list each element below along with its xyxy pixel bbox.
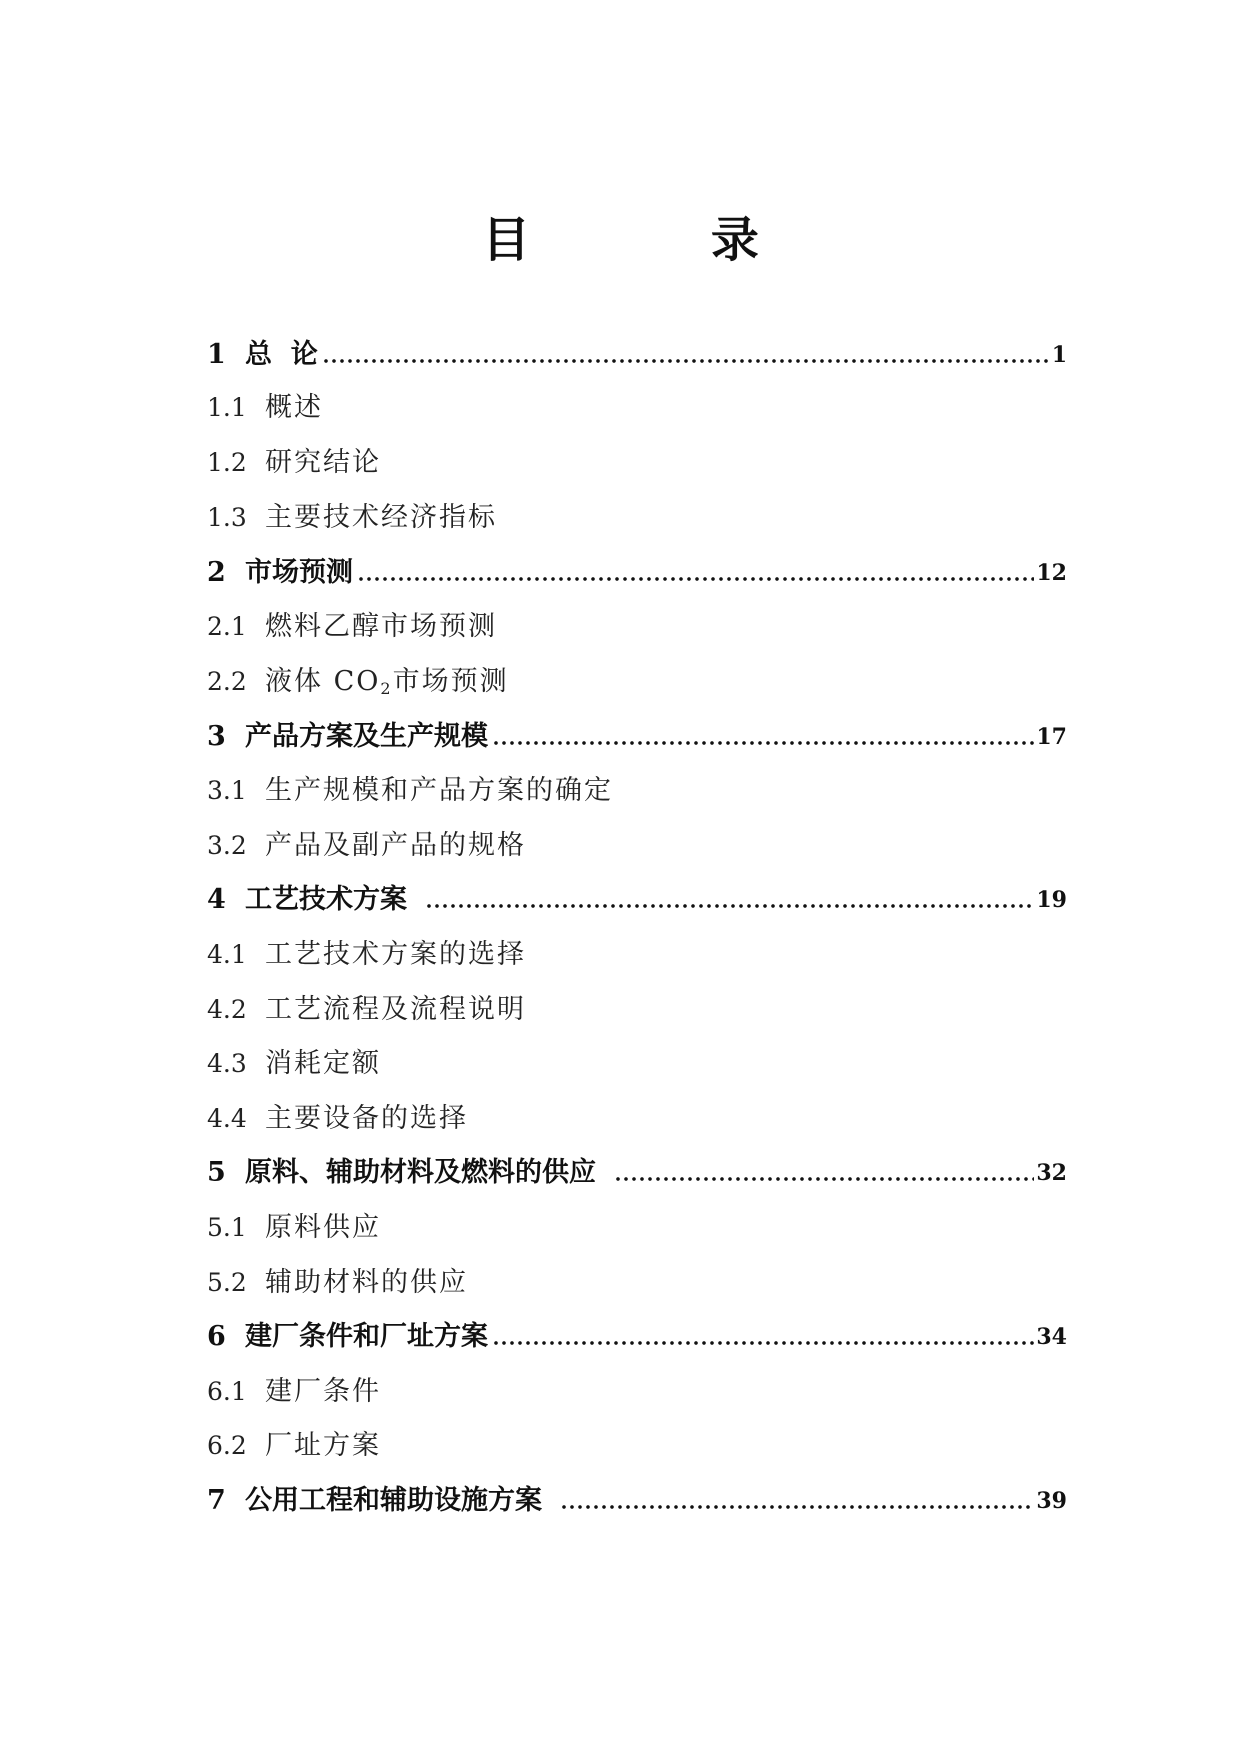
section-title: 消耗定额 — [265, 1048, 381, 1079]
dot-leader — [322, 335, 1050, 375]
toc-chapter-5[interactable] — [207, 1153, 1067, 1193]
section-title: 辅助材料的供应 — [265, 1267, 468, 1298]
section-number: 4.2 — [207, 995, 247, 1024]
section-number: 3.1 — [207, 776, 247, 805]
toc-chapter-4[interactable] — [207, 880, 1067, 920]
section-number: 4.4 — [207, 1104, 247, 1133]
section-number: 4.3 — [207, 1049, 247, 1078]
page-number: 17 — [1036, 724, 1067, 750]
chapter-title: 产品方案及生产规模 — [245, 721, 488, 752]
toc-section-4-1[interactable] — [207, 935, 1067, 975]
section-number: 6.1 — [207, 1377, 247, 1406]
toc-section-6-1[interactable] — [207, 1372, 1067, 1412]
section-number: 4.1 — [207, 940, 247, 969]
toc-section-3-2[interactable] — [207, 826, 1067, 866]
subscript-2: 2 — [380, 679, 393, 698]
section-title: 燃料乙醇市场预测 — [265, 611, 497, 642]
toc-section-5-2[interactable] — [207, 1263, 1067, 1303]
page-number: 39 — [1036, 1488, 1067, 1514]
chapter-number: 1 — [207, 339, 226, 370]
dot-leader — [492, 717, 1034, 757]
section-title — [265, 666, 509, 697]
toc-section-4-3[interactable] — [207, 1044, 1067, 1084]
dot-leader — [425, 880, 1034, 920]
chapter-title: 市场预测 — [245, 557, 353, 588]
toc-section-1-1[interactable] — [207, 388, 1067, 428]
chapter-number: 3 — [207, 721, 226, 752]
section-title: 生产规模和产品方案的确定 — [265, 775, 613, 806]
page-number: 32 — [1036, 1160, 1067, 1186]
page-title: 目 录 — [482, 212, 841, 268]
section-number: 2.2 — [207, 667, 247, 696]
section-title-prefix: 液体 CO — [265, 666, 381, 697]
section-title: 厂址方案 — [265, 1430, 381, 1461]
dot-leader — [614, 1153, 1034, 1193]
section-number: 3.2 — [207, 831, 247, 860]
section-title: 主要设备的选择 — [265, 1103, 468, 1134]
section-title: 研究结论 — [265, 447, 381, 478]
chapter-title: 原料、辅助材料及燃料的供应 — [245, 1157, 596, 1188]
section-title: 原料供应 — [265, 1212, 381, 1243]
section-title: 工艺技术方案的选择 — [265, 939, 526, 970]
chapter-title: 公用工程和辅助设施方案 — [245, 1485, 542, 1516]
toc-section-4-4[interactable] — [207, 1099, 1067, 1139]
toc-section-4-2[interactable] — [207, 990, 1067, 1030]
toc-section-6-2[interactable] — [207, 1426, 1067, 1466]
toc-chapter-2[interactable] — [207, 553, 1067, 593]
chapter-title: 总 论 — [245, 339, 318, 370]
section-title: 工艺流程及流程说明 — [265, 994, 526, 1025]
chapter-number: 2 — [207, 557, 226, 588]
dot-leader — [560, 1481, 1034, 1521]
toc-chapter-6[interactable] — [207, 1317, 1067, 1357]
toc-chapter-1[interactable] — [207, 335, 1067, 375]
page-number: 12 — [1036, 560, 1067, 586]
section-title: 建厂条件 — [265, 1376, 381, 1407]
chapter-number: 7 — [207, 1485, 226, 1516]
dot-leader — [492, 1317, 1034, 1357]
section-title: 概述 — [265, 392, 323, 423]
section-number: 5.1 — [207, 1213, 247, 1242]
section-number: 1.2 — [207, 448, 247, 477]
toc-section-3-1[interactable] — [207, 771, 1067, 811]
page-number: 34 — [1036, 1324, 1067, 1350]
chapter-number: 6 — [207, 1321, 226, 1352]
toc-section-2-2[interactable] — [207, 662, 1067, 702]
chapter-title: 工艺技术方案 — [245, 884, 407, 915]
toc-section-5-1[interactable] — [207, 1208, 1067, 1248]
toc-chapter-7[interactable] — [207, 1481, 1067, 1521]
chapter-title: 建厂条件和厂址方案 — [245, 1321, 488, 1352]
toc-chapter-3[interactable] — [207, 717, 1067, 757]
toc-section-2-1[interactable] — [207, 607, 1067, 647]
section-title: 产品及副产品的规格 — [265, 830, 526, 861]
section-number: 1.1 — [207, 393, 247, 422]
section-title-suffix: 市场预测 — [392, 666, 509, 697]
section-number: 1.3 — [207, 503, 247, 532]
section-number: 6.2 — [207, 1431, 247, 1460]
section-number: 2.1 — [207, 612, 247, 641]
toc-section-1-2[interactable] — [207, 443, 1067, 483]
page-number: 1 — [1051, 342, 1067, 368]
dot-leader — [357, 553, 1034, 593]
chapter-number: 5 — [207, 1157, 226, 1188]
toc-section-1-3[interactable] — [207, 498, 1067, 538]
section-title: 主要技术经济指标 — [265, 502, 497, 533]
page-number: 19 — [1036, 887, 1067, 913]
chapter-number: 4 — [207, 884, 226, 915]
section-number: 5.2 — [207, 1268, 247, 1297]
